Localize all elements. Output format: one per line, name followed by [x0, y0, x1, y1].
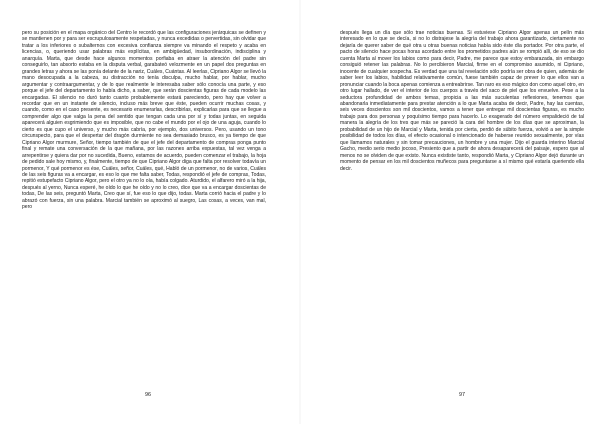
- left-page-text: pero su posición en el mapa orgánico del Centro le recordó que las configuraciones jerárquicas se definen y se mantienen por y para ser escrupulosamente respetadas, y nunca excedidas o pervertidas, sin olvidar que tratar a los inferiores o subalternos con excesiva confianza siempre va minando el respeto y acaba en licencias, o, queriendo usar palabras más explícitas, en ambigüedad, insubordinación, indisciplina y anarquía. Marta, que desde hace algunos momentos porfiaba en atraer la atención del padre sin conseguirlo, tan absorto estaba en la disputa verbal, garabateó velozmente en un papel dos preguntas en grandes letras y ahora se las ponía delante de la nariz, Cuáles, Cuántas. Al leerlas, Cipriano Algor se llevó la mano desocupada a la cabeza, su distracción no tenía disculpa, mucho hablar, por hablar, mucho argumentar y contraargumentar, y de lo que realmente le interesaba saber sólo conocía una parte, y eso porque el jefe del departamento lo había dicho, a saber, que serán doscientas figuras de cada modelo las encargadas. El silencio no duró tanto cuanto probablemente estará pareciendo, pero hay que volver a recordar que en un instante de silencio, incluso más breve que éste, pueden ocurrir muchas cosas, y cuando, como en el caso presente, es necesario enumerarlas, describirlas, explicarlas para que se llegue a comprender algo que valga la pena del sentido que tengan cada una por sí y todas juntas, en seguida aparecerá alguien esgrimiendo que es imposible, que no cabe el mundo por el ojo de una aguja, cuando lo cierto es que cupo el universo, y mucho más cabría, por ejemplo, dos universos. Pero, usando un tono circunspecto, para que el despertar del dragón durmiente no sea demasiado brusco, es ya tiempo de que Cipriano Algor murmure, Señor, tiempo también de que el jefe del departamento de compras ponga punto final y remate una conversación de la que mañana, por las razones arriba expuestas, tal vez venga a arrepentirse y quiera dar por no sucedida, Bueno, estamos de acuerdo, pueden comenzar el trabajo, la hoja de pedido sale hoy mismo, y, finalmente, tiempo de que Cipriano Algor diga que falta por resolver todavía un pormenor, Y qué pormenor es ése, Cuáles, señor, Cuáles, qué, Habló de un pormenor, no de varios, Cuáles de las seis figuras va a encargar, es eso lo que me falta saber, Todas, respondió el jefe de compras, Todas, repitió estupefacto Cipriano Algor, pero el otro ya no lo oía, había colgado. Aturdido, el alfarero miró a la hija, después al yerno, Nunca esperé, he oído lo que he oído y no lo creo, dice que va a encargar doscientas de todas, De las seis, preguntó Marta, Creo que sí, fue eso lo que dijo, todas. Marta corrió hacia el padre y lo abrazó con fuerza, sin una palabra. Marcial también se aproximó al suegro, Las cosas, a veces, van mal, pero: [22, 30, 266, 211]
- left-page-number: 96: [145, 392, 151, 398]
- right-page-number: 97: [459, 392, 465, 398]
- right-page: [300, 0, 600, 424]
- right-page-text: después llega un día que sólo trae noticias buenas. Si estuviese Cipriano Algor apenas un pelín más interesado en lo que se decía, si no lo distrajese la alegría del trabajo ahora garantizado, ciertamente no dejaría de querer saber de qué otra u otras buenas noticias había sido éste día portador. Por otra parte, el pacto de silencio hace pocas horas acordado entre los prometidos padres aún se rompió allí, de eso se dio cuenta Marta al mover los labios como para decir, Padre, me parece que estoy embarazada, sin embargo consiguió retener las palabras. No lo percibieron Marcial, firme en el compromiso asumido, ni Cipriano, inocente de cualquier sospecha. Es verdad que una tal revelación sólo podría ser obra de quien, además de saber leer los labios, habilidad relativamente común, fuese también capaz de prever lo que ellos van a pronunciar cuando la boca apenas comienza a entreabrirse. Tan raro es eso mágico don como aquel otro, en otro lugar hallado, de ver el interior de los cuerpos a través del saco de piel que los envuelve. Pese a la seductora profundidad de ambos temas, propicia a las más suculentas reflexiones, tenemos que abandonarla inmediatamente para prestar atención a lo que Marta acaba de decir, Padre, hay las cuentas, seis veces doscientos son mil doscientos, vamos a tener que entregar mil doscientas figuras, es mucho trabajo para dos personas y poquísimo tiempo para hacerlo. Lo exagerado del número empalideció de tal manera la alegría de los tres que más se pareció la cara del hombre de los días que se aproximan, la probabilidad de un hijo de Marcial y Marta, tenida por cierta, perdió de súbito fuerza, volvió a ser la simple posibilidad de todos los días, el efecto ocasional o intencionado de haberse reunido sexualmente, por vías que llamamos naturales y sin tomar precauciones, un hombre y una mujer. Dijo el guarda interino Marcial Gacho, medio serio medio jocoso, Presiento que a partir de ahora desaparecerá del paisaje, espero que al menos no se olviden de que existo. Nunca exististe tanto, respondió Marta, y Cipriano Algor dejó durante un momento de pensar en los mil doscientos muñecos para preguntarse a sí mismo qué estaría queriendo ella decir.: [340, 30, 584, 172]
